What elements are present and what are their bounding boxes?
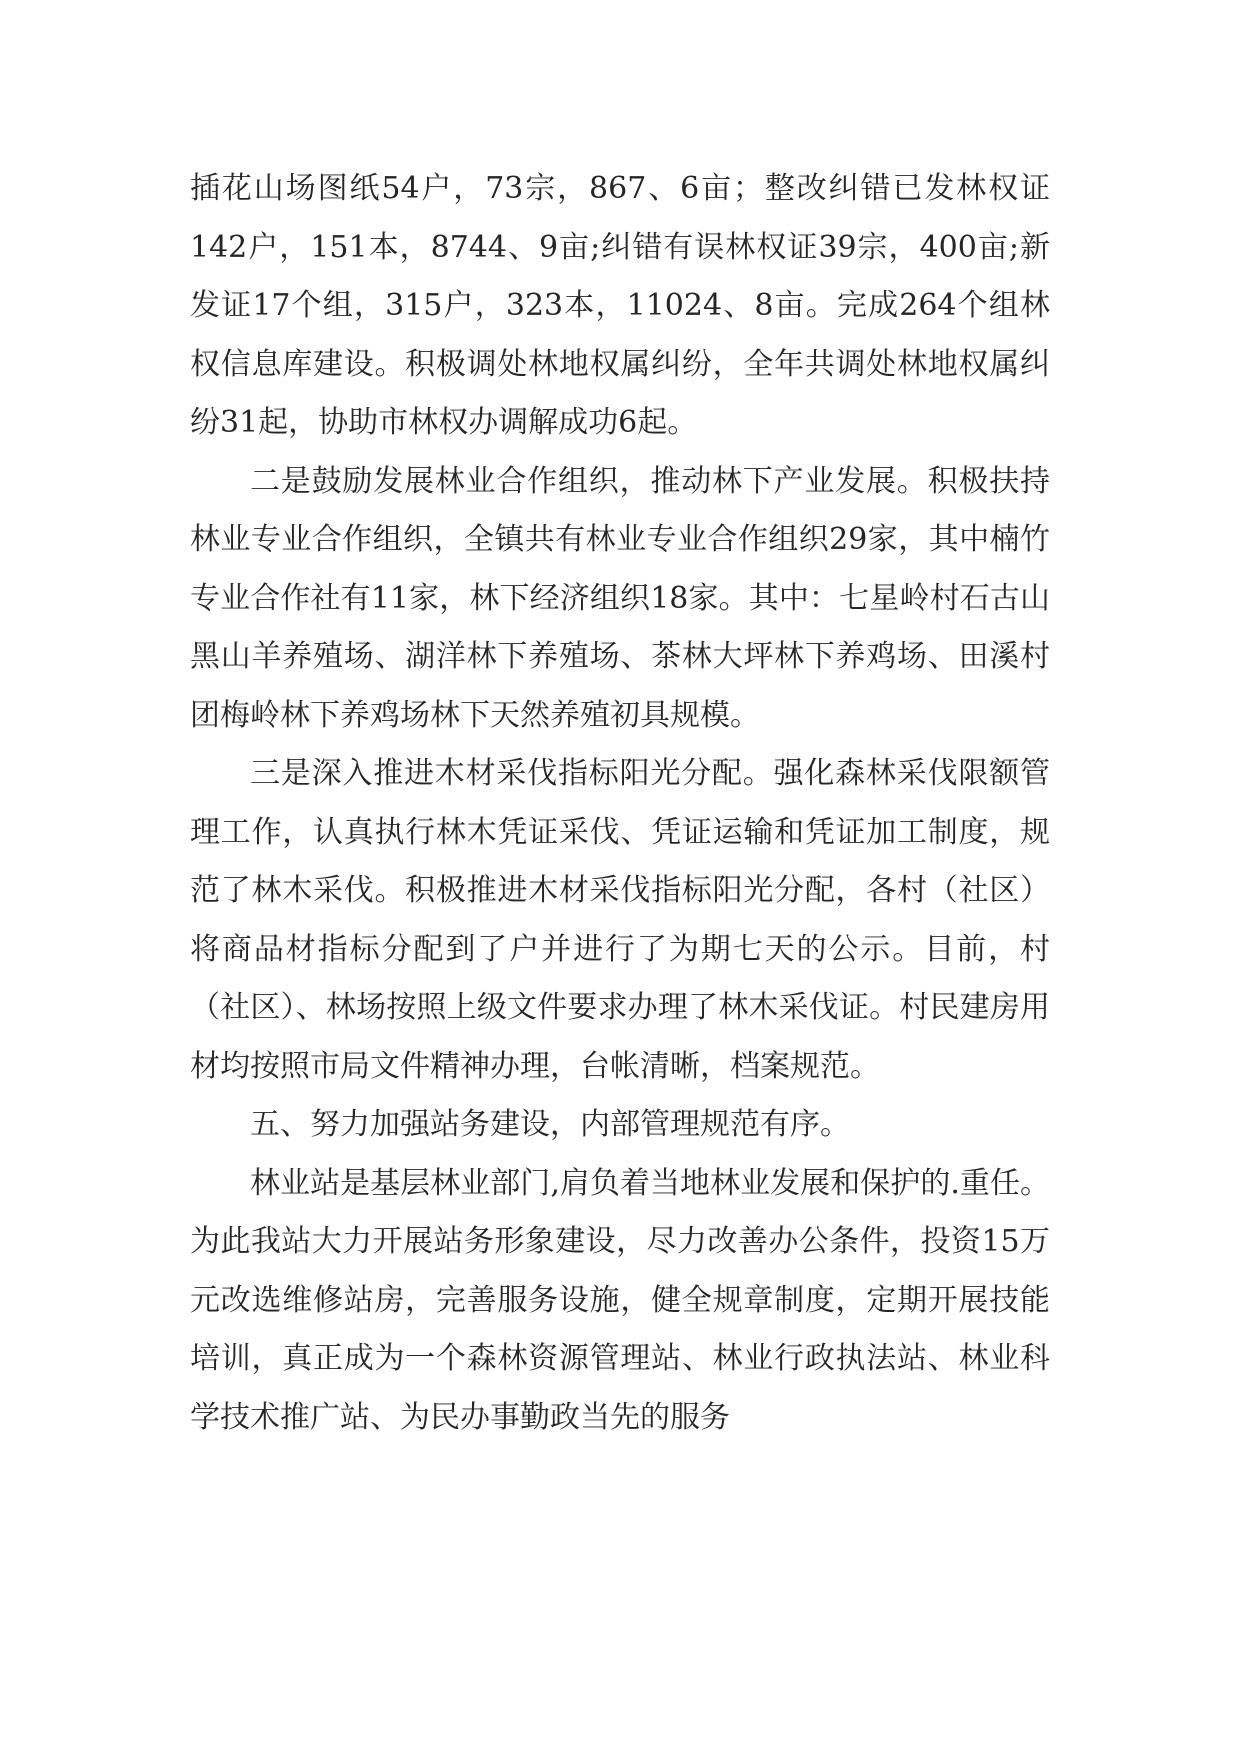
paragraph-forestry-station: 林业站是基层林业部门,肩负着当地林业发展和保护的.重任。为此我站大力开展站务形象建设，尽力改善办公条件，投资15万元改选维修站房，完善服务设施，健全规章制度，定期开展技能培训，真正成为一个森林资源管理站、林业行政执法站、林业科学技术推广站、为民办事勤政当先的服务 bbox=[190, 1165, 1050, 1435]
paragraph-timber-harvest-quota: 三是深入推进木材采伐指标阳光分配。强化森林采伐限额管理工作，认真执行林木凭证采伐、凭证运输和凭证加工制度，规范了林木采伐。积极推进木材采伐指标阳光分配，各村（社区）将商品材指标分配到了户并进行了为期七天的公示。目前，村（社区）、林场按照上级文件要求办理了林木采伐证。村民建房用材均按照市局文件精神办理，台帐清晰，档案规范。 bbox=[190, 756, 1050, 1084]
paragraph-forest-rights-certificates: 插花山场图纸54户，73宗，867、6亩；整改纠错已发林权证142户，151本，8744、9亩;纠错有误林权证39宗，400亩;新发证17个组，315户，323本，11024、8亩。完成264个组林权信息库建设。积极调处林地权属纠纷，全年共调处林地权属纠纷31起，协助市林权办调解成功6起。 bbox=[190, 171, 1050, 440]
document-body bbox=[190, 160, 1050, 1447]
paragraph-forestry-cooperatives: 二是鼓励发展林业合作组织，推动林下产业发展。积极扶持林业专业合作组织，全镇共有林业专业合作组织29家，其中楠竹专业合作社有11家，林下经济组织18家。其中：七星岭村石古山黑山羊养殖场、湖洋林下养殖场、茶林大坪林下养鸡场、田溪村团梅岭林下养鸡场林下天然养殖初具规模。 bbox=[190, 463, 1050, 733]
section-heading-station-construction: 五、努力加强站务建设，内部管理规范有序。 bbox=[250, 1107, 850, 1142]
